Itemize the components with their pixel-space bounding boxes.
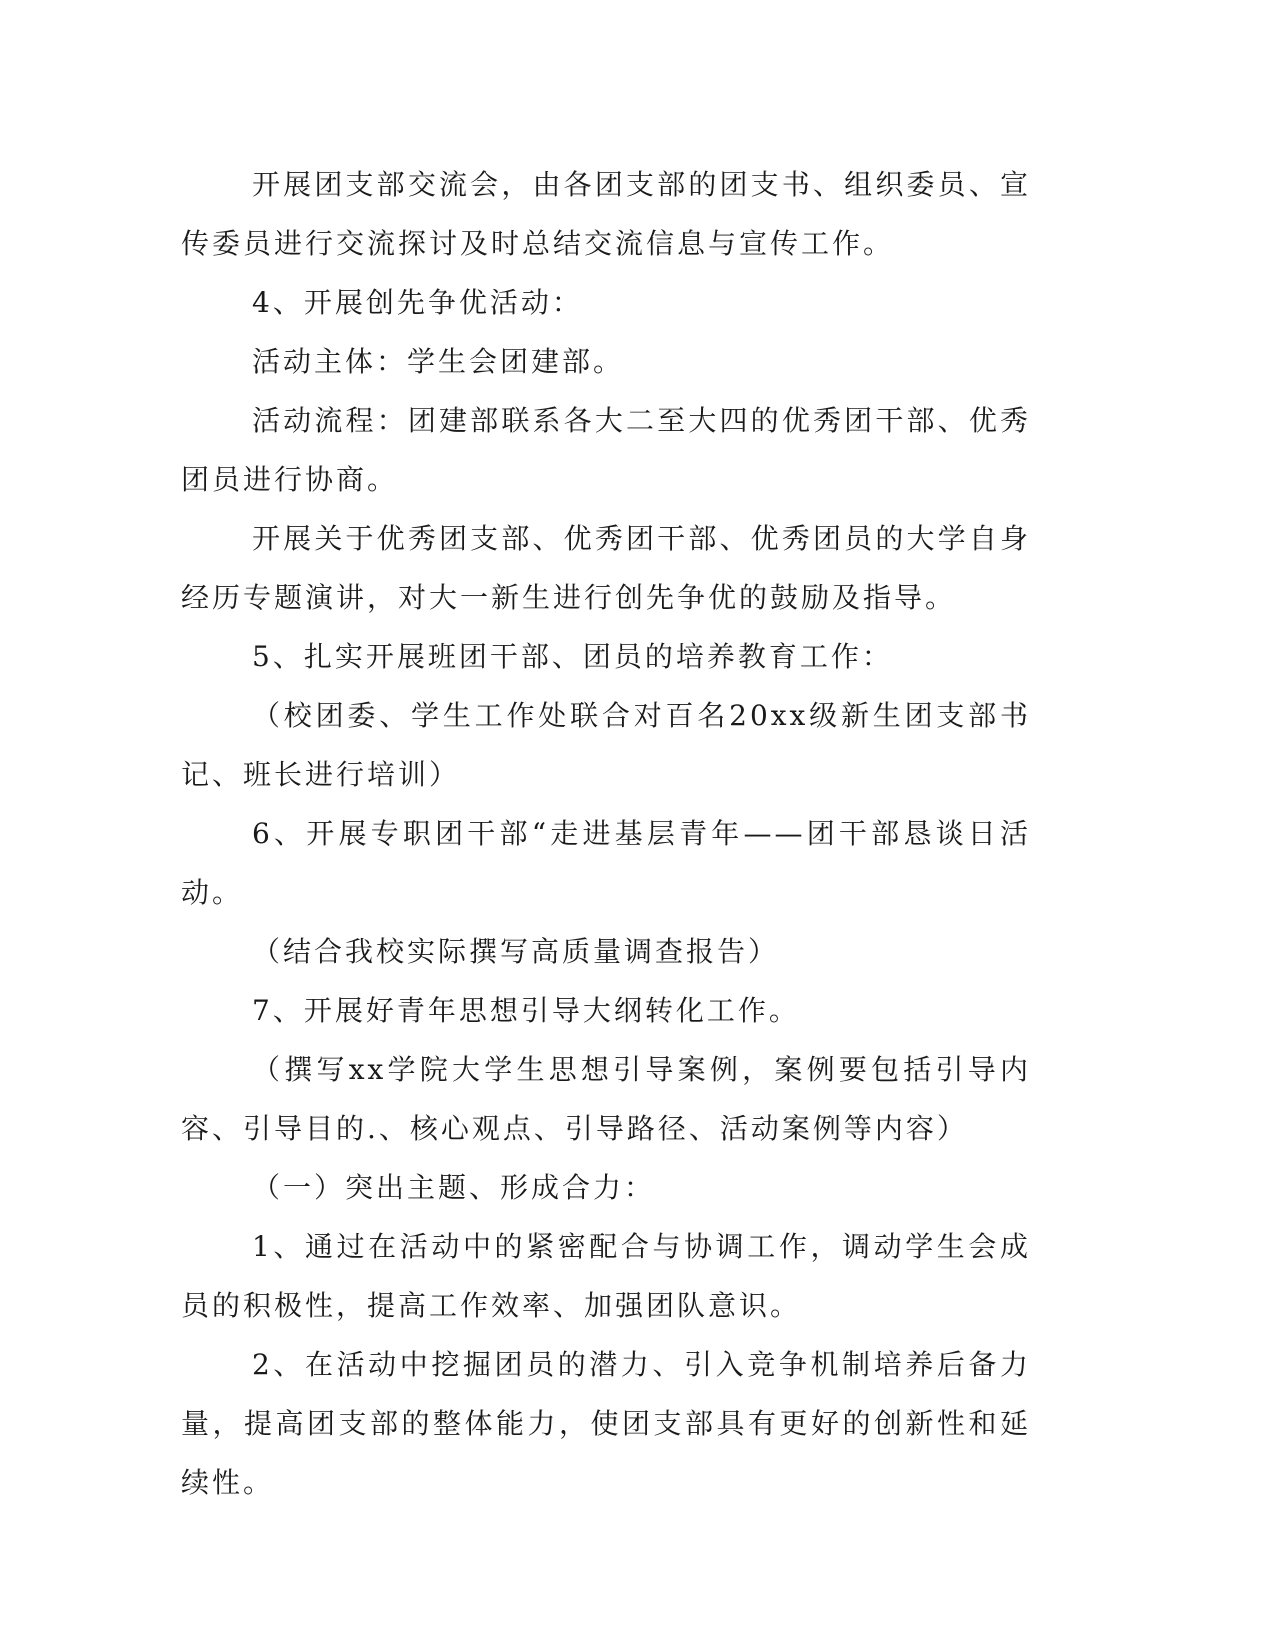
paragraph-point-1: 1、通过在活动中的紧密配合与协调工作，调动学生会成员的积极性，提高工作效率、加强团队意识。 (181, 1230, 1031, 1322)
paragraph-item-4-heading: 4、开展创先争优活动： (252, 286, 583, 319)
paragraph-activity-process: 活动流程：团建部联系各大二至大四的优秀团干部、优秀团员进行协商。 (181, 404, 1031, 496)
paragraph-training-note: （校团委、学生工作处联合对百名20xx级新生团支部书记、班长进行培训） (181, 699, 1031, 791)
paragraph-item-6-heading: 6、开展专职团干部“走进基层青年——团干部恳谈日活动。 (181, 817, 1031, 909)
paragraph-item-7-heading: 7、开展好青年思想引导大纲转化工作。 (252, 994, 800, 1027)
paragraph-case-note: （撰写xx学院大学生思想引导案例，案例要包括引导内容、引导目的.、核心观点、引导路径、活动案例等内容） (181, 1053, 1031, 1145)
paragraph-point-2: 2、在活动中挖掘团员的潜力、引入竞争机制培养后备力量，提高团支部的整体能力，使团支部具有更好的创新性和延续性。 (181, 1348, 1031, 1499)
paragraph-item-5-heading: 5、扎实开展班团干部、团员的培养教育工作： (252, 640, 893, 673)
paragraph-survey-note: （结合我校实际撰写高质量调查报告） (252, 935, 780, 968)
paragraph-branch-exchange-meeting: 开展团支部交流会，由各团支部的团支书、组织委员、宣传委员进行交流探讨及时总结交流信息与宣传工作。 (181, 168, 1031, 260)
paragraph-section-1-heading: （一）突出主题、形成合力： (252, 1171, 656, 1204)
paragraph-activity-subject: 活动主体：学生会团建部。 (252, 345, 625, 378)
document-body (181, 155, 1031, 1512)
paragraph-speech-topic: 开展关于优秀团支部、优秀团干部、优秀团员的大学自身经历专题演讲，对大一新生进行创先争优的鼓励及指导。 (181, 522, 1031, 614)
